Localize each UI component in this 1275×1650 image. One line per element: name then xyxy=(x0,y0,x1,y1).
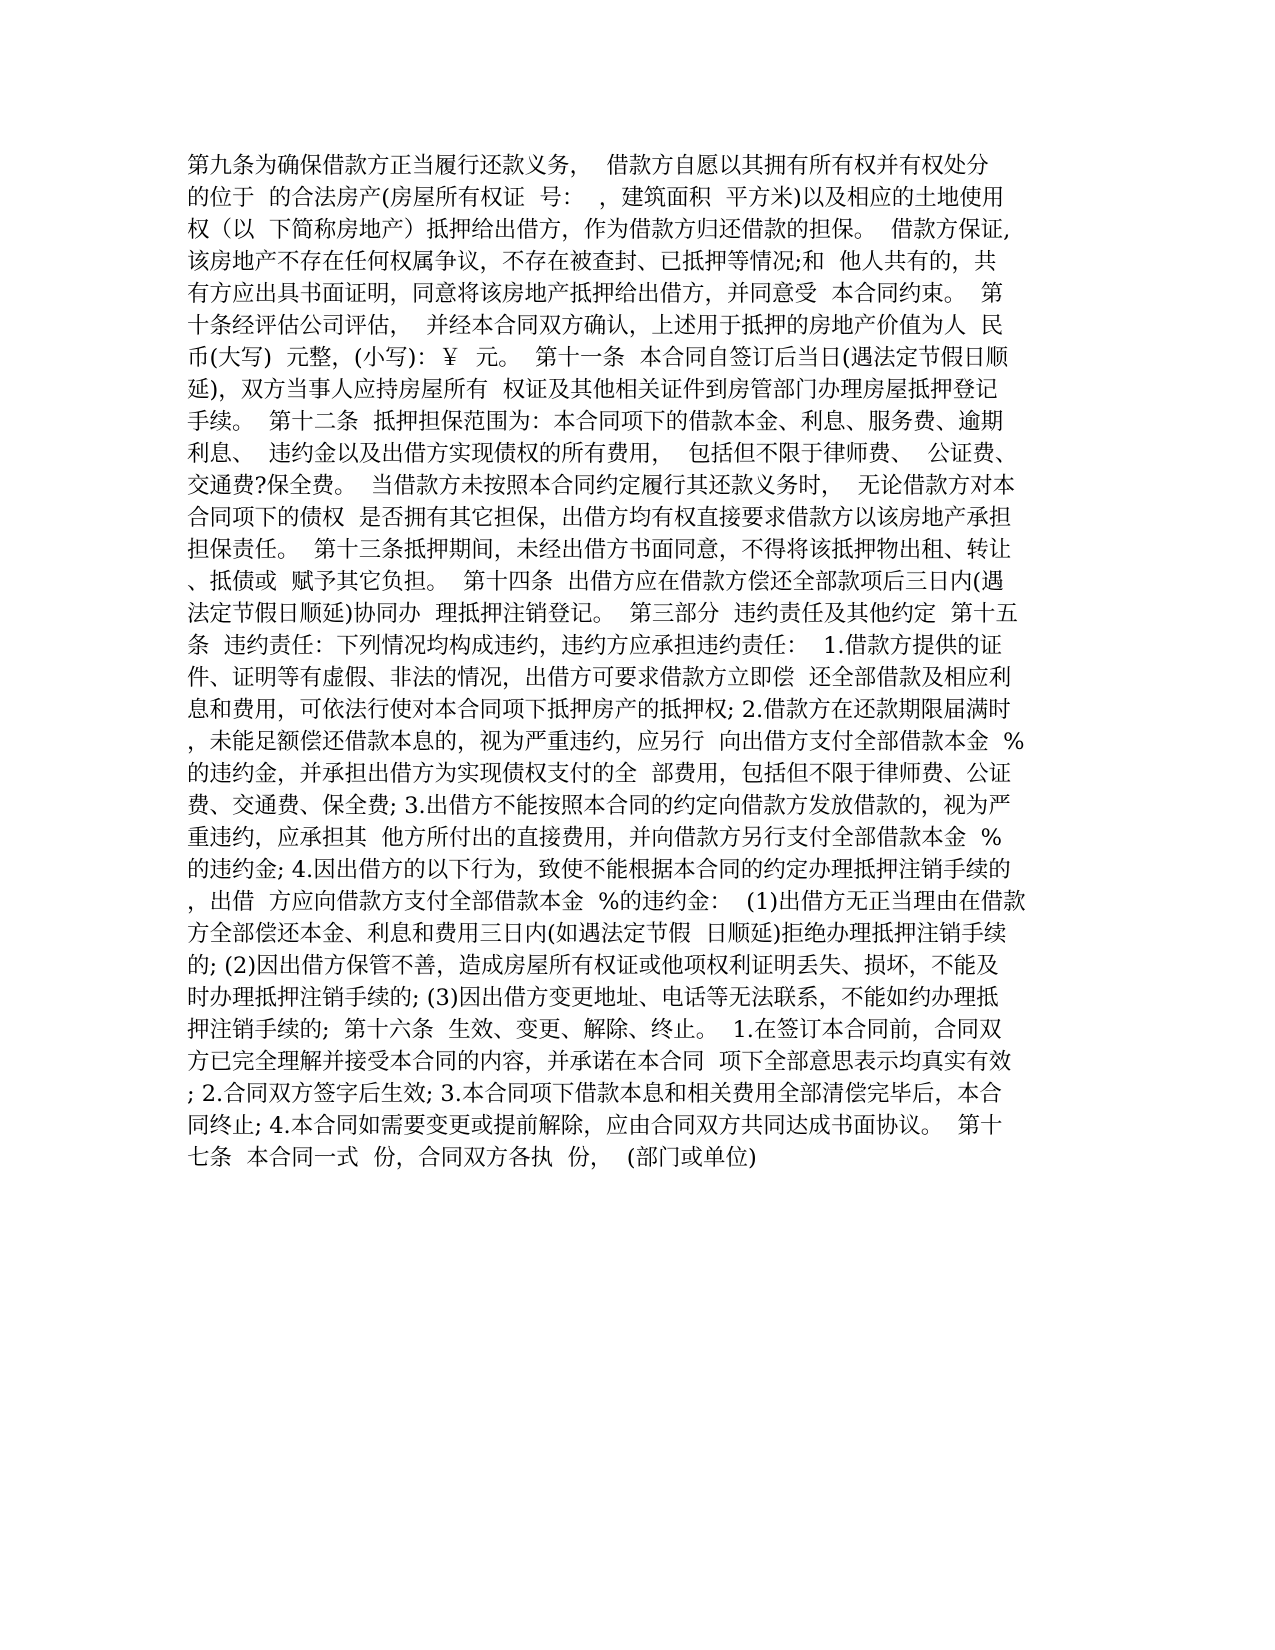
text-line: 方已完全理解并接受本合同的内容，并承诺在本合同 项下全部意思表示均真实有效 xyxy=(187,1049,1012,1075)
text-line: 息和费用，可依法行使对本合同项下抵押房产的抵押权; 2.借款方在还款期限届满时 xyxy=(187,697,1011,723)
text-line: 权（以 下简称房地产）抵押给出借方，作为借款方归还借款的担保。 借款方保证, xyxy=(187,217,1011,243)
text-line: 七条 本合同一式 份，合同双方各执 份， (部门或单位) xyxy=(187,1145,757,1171)
text-line: 有方应出具书面证明，同意将该房地产抵押给出借方，并同意受 本合同约束。 第 xyxy=(187,281,1004,307)
text-line: 手续。 第十二条 抵押担保范围为：本合同项下的借款本金、利息、服务费、逾期 xyxy=(187,409,1004,435)
text-line: 重违约，应承担其 他方所付出的直接费用，并向借款方另行支付全部借款本金 % xyxy=(187,825,1002,851)
text-line: ; 2.合同双方签字后生效; 3.本合同项下借款本息和相关费用全部清偿完毕后，本合 xyxy=(187,1081,1002,1107)
text-line: 该房地产不存在任何权属争议，不存在被查封、已抵押等情况;和 他人共有的，共 xyxy=(187,249,997,275)
text-line: 时办理抵押注销手续的; (3)因出借方变更地址、电话等无法联系，不能如约办理抵 xyxy=(187,985,999,1011)
text-line: 延)，双方当事人应持房屋所有 权证及其他相关证件到房管部门办理房屋抵押登记 xyxy=(187,377,998,403)
text-line: 第九条为确保借款方正当履行还款义务， 借款方自愿以其拥有所有权并有权处分 xyxy=(187,153,989,179)
text-line: 条 违约责任：下列情况均构成违约，违约方应承担违约责任： 1.借款方提供的证 xyxy=(187,633,1003,659)
text-line: 币(大写) 元整，(小写)：￥ 元。 第十一条 本合同自签订后当日(遇法定节假日顺 xyxy=(187,345,1009,371)
text-line: 的违约金，并承担出借方为实现债权支付的全 部费用，包括但不限于律师费、公证 xyxy=(187,761,1012,787)
text-line: 交通费?保全费。 当借款方未按照本合同约定履行其还款义务时， 无论借款方对本 xyxy=(187,473,1016,499)
text-line: 件、证明等有虚假、非法的情况，出借方可要求借款方立即偿 还全部借款及相应利 xyxy=(187,665,1012,691)
text-line: 利息、 违约金以及出借方实现债权的所有费用， 包括但不限于律师费、 公证费、 xyxy=(187,441,1018,467)
text-line: 合同项下的债权 是否拥有其它担保，出借方均有权直接要求借款方以该房地产承担 xyxy=(187,505,1012,531)
text-line: 法定节假日顺延)协同办 理抵押注销登记。 第三部分 违约责任及其他约定 第十五 xyxy=(187,601,1018,627)
text-line: 担保责任。 第十三条抵押期间，未经出借方书面同意，不得将该抵押物出租、转让 xyxy=(187,537,1012,563)
text-line: 方全部偿还本金、利息和费用三日内(如遇法定节假 日顺延)拒绝办理抵押注销手续 xyxy=(187,921,1007,947)
text-line: 费、交通费、保全费; 3.出借方不能按照本合同的约定向借款方发放借款的，视为严 xyxy=(187,793,1011,819)
text-line: 、抵债或 赋予其它负担。 第十四条 出借方应在借款方偿还全部款项后三日内(遇 xyxy=(187,569,1004,595)
contract-body-text xyxy=(187,150,1097,1174)
text-line: 十条经评估公司评估， 并经本合同双方确认，上述用于抵押的房地产价值为人 民 xyxy=(187,313,1004,339)
text-line: ，出借 方应向借款方支付全部借款本金 %的违约金： (1)出借方无正当理由在借款 xyxy=(187,889,1026,915)
text-line: 同终止; 4.本合同如需要变更或提前解除，应由合同双方共同达成书面协议。 第十 xyxy=(187,1113,1003,1139)
text-line: 的; (2)因出借方保管不善，造成房屋所有权证或他项权利证明丢失、损坏，不能及 xyxy=(187,953,999,979)
text-line: 的违约金; 4.因出借方的以下行为，致使不能根据本合同的约定办理抵押注销手续的 xyxy=(187,857,1011,883)
text-line: 的位于 的合法房产(房屋所有权证 号： ，建筑面积 平方米)以及相应的土地使用 xyxy=(187,185,1005,211)
text-line: ，未能足额偿还借款本息的，视为严重违约，应另行 向出借方支付全部借款本金 % xyxy=(187,729,1025,755)
text-line: 押注销手续的; 第十六条 生效、变更、解除、终止。 1.在签订本合同前，合同双 xyxy=(187,1017,1002,1043)
